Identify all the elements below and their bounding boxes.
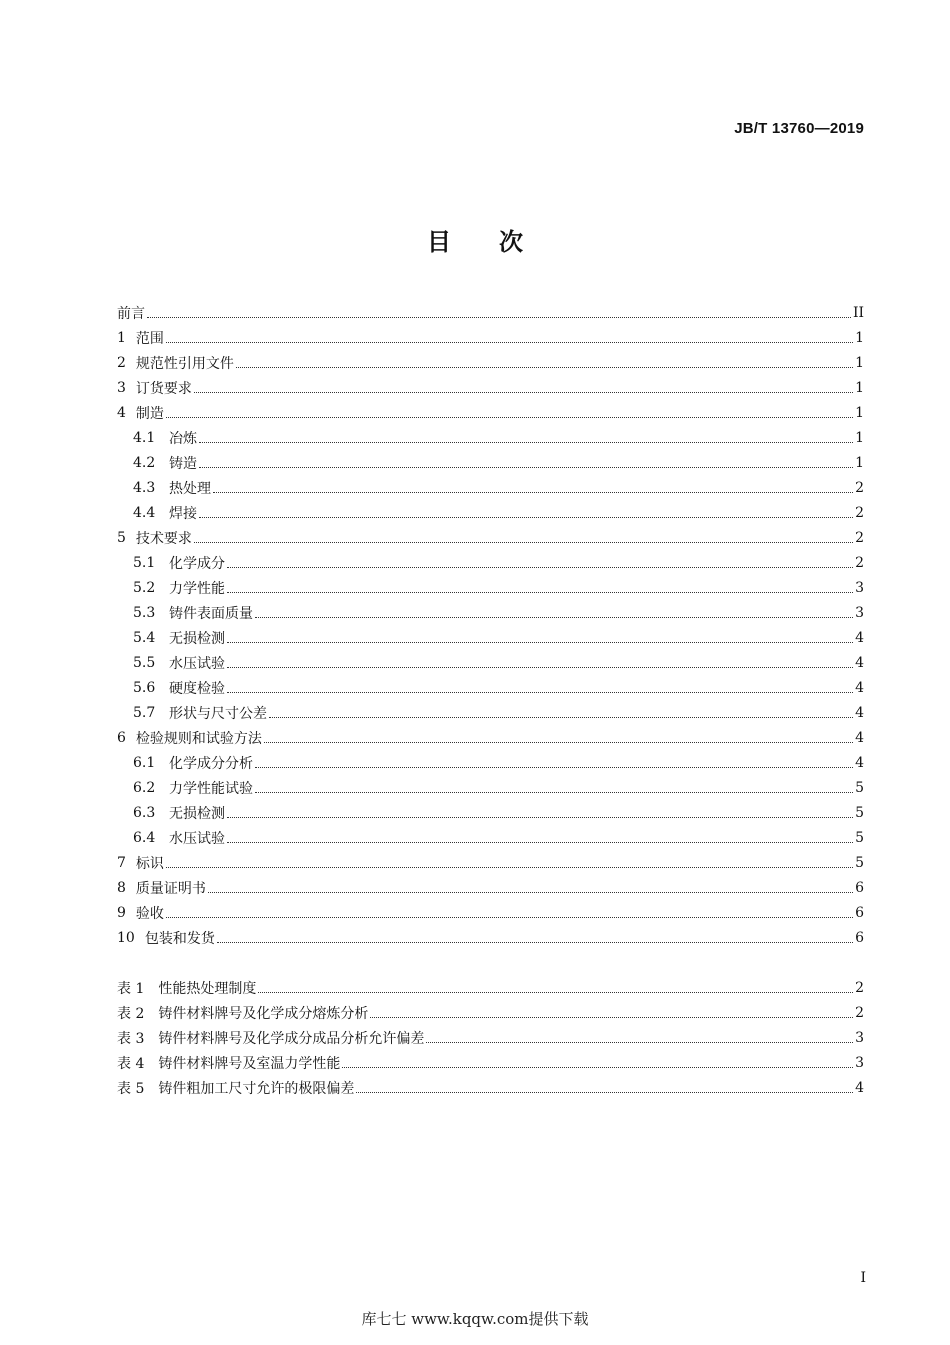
toc-entry[interactable]: [117, 825, 864, 850]
entry-number: 3: [117, 379, 126, 396]
toc-entry[interactable]: [117, 900, 864, 925]
entry-label: 质量证明书: [135, 880, 206, 897]
entry-label: 铸件表面质量: [169, 605, 253, 622]
page-number: I: [860, 1270, 866, 1286]
dot-leader: [227, 592, 853, 593]
entry-page: 2: [855, 979, 864, 996]
toc-entry[interactable]: [117, 475, 864, 500]
entry-label: 标识: [135, 855, 164, 872]
entry-page: 5: [855, 779, 864, 796]
entry-number: 4.2: [133, 454, 156, 471]
entry-number: 4: [117, 404, 126, 421]
entry-page: 3: [855, 1029, 864, 1046]
entry-label: 包装和发货: [144, 930, 215, 947]
toc-entry[interactable]: [117, 850, 864, 875]
dot-leader: [199, 517, 853, 518]
page-title: 目 次: [427, 228, 523, 256]
toc-entry[interactable]: [117, 550, 864, 575]
entry-number: 6.3: [133, 804, 156, 821]
entry-page: 3: [855, 579, 864, 596]
dot-leader: [258, 992, 853, 993]
toc-entry[interactable]: [117, 525, 864, 550]
dot-leader: [227, 817, 853, 818]
entry-label: 力学性能试验: [169, 780, 253, 797]
toc-entry[interactable]: [117, 925, 864, 950]
document-code: JB/T 13760—2019: [734, 120, 864, 137]
dot-leader: [227, 567, 853, 568]
entry-label: 验收: [135, 905, 164, 922]
toc-entry[interactable]: [117, 300, 864, 325]
entry-number: 2: [117, 354, 126, 371]
entry-page: 4: [855, 629, 864, 646]
entry-page: 1: [855, 404, 864, 421]
entry-label: 范围: [135, 330, 164, 347]
toc-gap: [117, 950, 864, 975]
dot-leader: [227, 667, 853, 668]
entry-label: 铸件材料牌号及化学成分成品分析允许偏差: [158, 1030, 425, 1047]
entry-number: 5.2: [133, 579, 156, 596]
table-list: [117, 975, 864, 1100]
entry-page: 4: [855, 729, 864, 746]
toc-entry[interactable]: [117, 400, 864, 425]
entry-label: 铸件材料牌号及化学成分熔炼分析: [158, 1005, 369, 1022]
table-entry[interactable]: [117, 1000, 864, 1025]
entry-number: 5.7: [133, 704, 156, 721]
entry-page: II: [852, 304, 864, 321]
entry-page: 1: [855, 379, 864, 396]
entry-number: 5.5: [133, 654, 156, 671]
toc-entry[interactable]: [117, 500, 864, 525]
dot-leader: [194, 392, 853, 393]
entry-number: 表 3: [117, 1030, 145, 1047]
entry-label: 铸件粗加工尺寸允许的极限偏差: [158, 1080, 355, 1097]
entry-page: 4: [855, 1079, 864, 1096]
entry-page: 3: [855, 604, 864, 621]
dot-leader: [199, 467, 853, 468]
entry-page: 5: [855, 804, 864, 821]
dot-leader: [236, 367, 853, 368]
dot-leader: [208, 892, 853, 893]
entry-number: 6.2: [133, 779, 156, 796]
entry-label: 前言: [117, 305, 145, 322]
dot-leader: [264, 742, 853, 743]
entry-page: 2: [855, 529, 864, 546]
entry-page: 2: [855, 1004, 864, 1021]
entry-page: 3: [855, 1054, 864, 1071]
entry-page: 6: [855, 904, 864, 921]
entry-page: 1: [855, 329, 864, 346]
entry-label: 检验规则和试验方法: [135, 730, 262, 747]
entry-label: 技术要求: [135, 530, 192, 547]
entry-page: 2: [855, 554, 864, 571]
entry-page: 1: [855, 429, 864, 446]
dot-leader: [255, 767, 853, 768]
entry-number: 4.4: [133, 504, 156, 521]
dot-leader: [269, 717, 853, 718]
entry-page: 4: [855, 679, 864, 696]
dot-leader: [356, 1092, 853, 1093]
entry-page: 4: [855, 654, 864, 671]
entry-page: 5: [855, 829, 864, 846]
entry-number: 9: [117, 904, 126, 921]
entry-page: 1: [855, 354, 864, 371]
entry-label: 规范性引用文件: [135, 355, 234, 372]
dot-leader: [166, 917, 853, 918]
toc-entry[interactable]: [117, 725, 864, 750]
entry-page: 4: [855, 754, 864, 771]
table-entry[interactable]: [117, 1025, 864, 1050]
entry-page: 1: [855, 454, 864, 471]
toc-entry[interactable]: [117, 775, 864, 800]
toc-entry[interactable]: [117, 625, 864, 650]
toc-entry[interactable]: [117, 375, 864, 400]
entry-page: 6: [855, 929, 864, 946]
toc-entries: [117, 300, 864, 950]
entry-number: 6.4: [133, 829, 156, 846]
dot-leader: [255, 617, 853, 618]
download-footer: 库七七 www.kqqw.com提供下载: [361, 1310, 589, 1328]
toc-entry[interactable]: [117, 425, 864, 450]
dot-leader: [199, 442, 853, 443]
entry-number: 表 2: [117, 1005, 145, 1022]
toc-entry[interactable]: [117, 675, 864, 700]
toc-entry[interactable]: [117, 600, 864, 625]
dot-leader: [217, 942, 853, 943]
entry-number: 5.4: [133, 629, 156, 646]
entry-page: 6: [855, 879, 864, 896]
dot-leader: [213, 492, 853, 493]
entry-number: 4.1: [133, 429, 156, 446]
entry-number: 8: [117, 879, 126, 896]
entry-number: 5.3: [133, 604, 156, 621]
entry-number: 7: [117, 854, 126, 871]
entry-number: 5: [117, 529, 126, 546]
entry-label: 铸造: [169, 455, 197, 472]
entry-label: 无损检测: [169, 630, 225, 647]
toc-entry[interactable]: [117, 350, 864, 375]
dot-leader: [166, 417, 853, 418]
toc-entry[interactable]: [117, 875, 864, 900]
entry-page: 2: [855, 479, 864, 496]
entry-label: 无损检测: [169, 805, 225, 822]
dot-leader: [227, 692, 853, 693]
entry-number: 5.6: [133, 679, 156, 696]
toc-entry[interactable]: [117, 700, 864, 725]
entry-label: 铸件材料牌号及室温力学性能: [158, 1055, 341, 1072]
dot-leader: [370, 1017, 853, 1018]
entry-label: 形状与尺寸公差: [169, 705, 267, 722]
entry-label: 水压试验: [169, 830, 225, 847]
dot-leader: [147, 317, 851, 318]
entry-page: 2: [855, 504, 864, 521]
entry-label: 热处理: [169, 480, 211, 497]
dot-leader: [166, 867, 853, 868]
entry-label: 水压试验: [169, 655, 225, 672]
toc-entry[interactable]: [117, 750, 864, 775]
entry-label: 冶炼: [169, 430, 197, 447]
table-entry[interactable]: [117, 1075, 864, 1100]
entry-number: 4.3: [133, 479, 156, 496]
entry-label: 焊接: [169, 505, 197, 522]
entry-label: 化学成分分析: [169, 755, 253, 772]
dot-leader: [426, 1042, 853, 1043]
entry-page: 4: [855, 704, 864, 721]
toc-entry[interactable]: [117, 575, 864, 600]
entry-label: 硬度检验: [169, 680, 225, 697]
dot-leader: [227, 642, 853, 643]
entry-number: 表 5: [117, 1080, 145, 1097]
dot-leader: [166, 342, 853, 343]
entry-number: 5.1: [133, 554, 156, 571]
entry-number: 表 4: [117, 1055, 145, 1072]
entry-number: 1: [117, 329, 126, 346]
toc-entry[interactable]: [117, 800, 864, 825]
entry-number: 表 1: [117, 980, 145, 997]
dot-leader: [194, 542, 853, 543]
entry-label: 制造: [135, 405, 164, 422]
toc-entry[interactable]: [117, 650, 864, 675]
entry-label: 性能热处理制度: [158, 980, 257, 997]
toc-entry[interactable]: [117, 325, 864, 350]
entry-number: 6: [117, 729, 126, 746]
toc-entry[interactable]: [117, 450, 864, 475]
entry-label: 化学成分: [169, 555, 225, 572]
table-entry[interactable]: [117, 975, 864, 1000]
entry-page: 5: [855, 854, 864, 871]
table-entry[interactable]: [117, 1050, 864, 1075]
dot-leader: [227, 842, 853, 843]
entry-label: 力学性能: [169, 580, 225, 597]
dot-leader: [255, 792, 853, 793]
table-of-contents: [117, 300, 864, 1100]
dot-leader: [342, 1067, 853, 1068]
entry-number: 10: [117, 929, 135, 946]
entry-label: 订货要求: [135, 380, 192, 397]
entry-number: 6.1: [133, 754, 156, 771]
